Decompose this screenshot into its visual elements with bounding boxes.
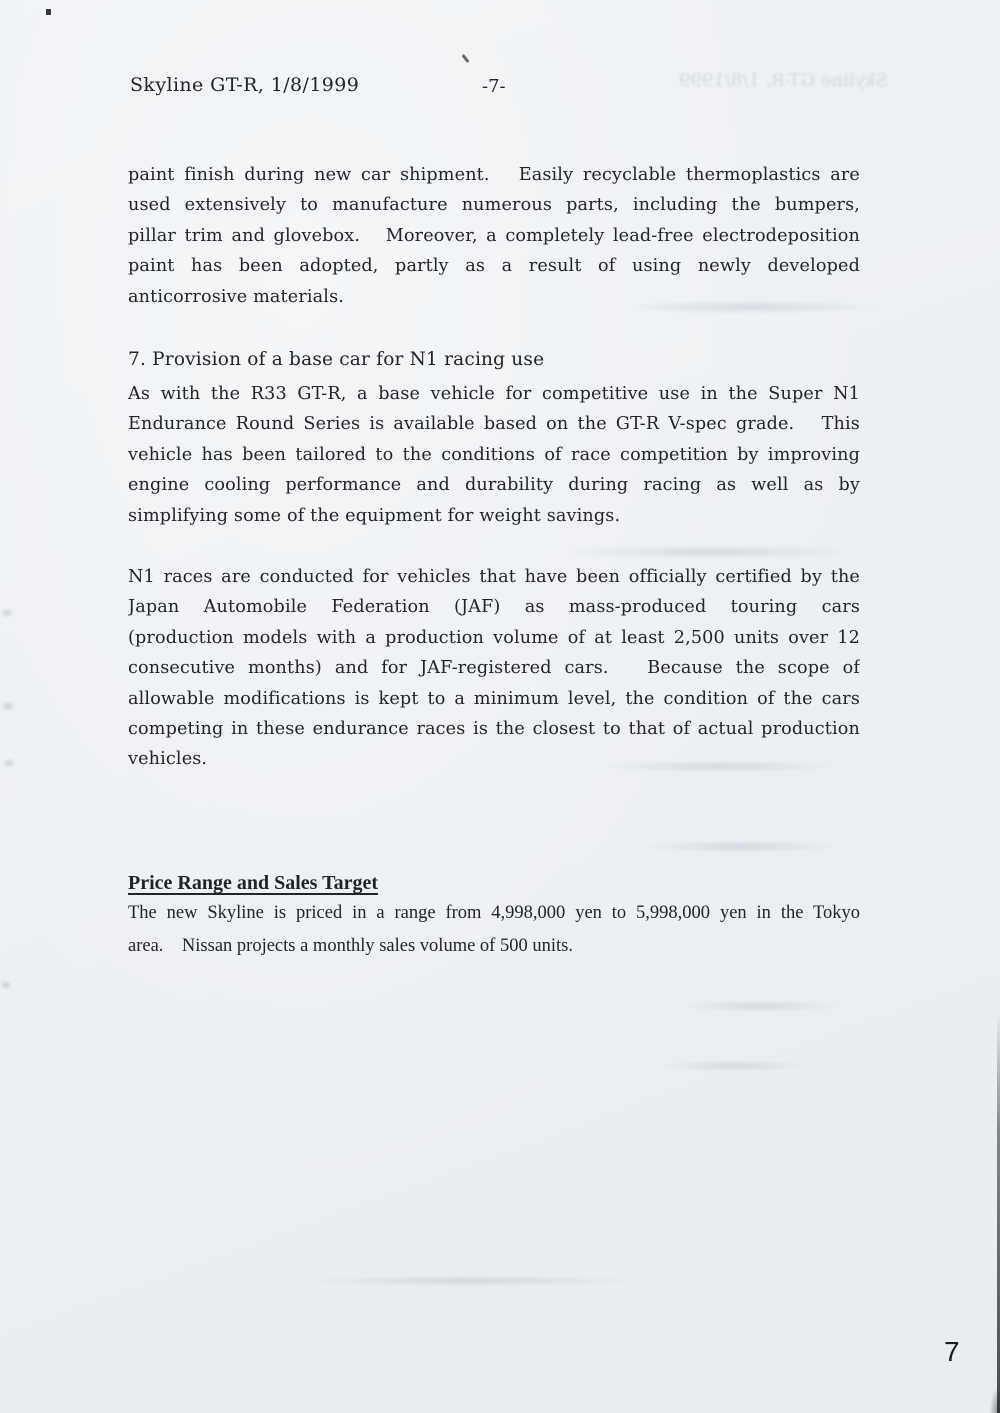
section-7-heading: 7. Provision of a base car for N1 racing use xyxy=(128,349,545,370)
section-7-paragraph-1 xyxy=(128,379,860,531)
text-line: engine cooling performance and durability during racing as well as by xyxy=(128,475,860,496)
scan-smudge xyxy=(0,700,16,712)
text-line: allowable modifications is kept to a minimum level, the condition of the cars xyxy=(128,688,860,709)
bleed-through-smudge xyxy=(640,840,840,853)
text-line: anticorrosive materials. xyxy=(128,286,345,307)
bleed-through-header: Skyline GT-R, 1/8/1999 xyxy=(679,70,888,91)
text-line: vehicles. xyxy=(128,749,208,770)
text-line: area. Nissan projects a monthly sales volume of 500 units. xyxy=(128,936,573,956)
text-line: consecutive months) and for JAF-registered cars. Because the scope of xyxy=(128,658,860,679)
text-line: used extensively to manufacture numerous parts, including the bumpers, xyxy=(128,195,860,216)
text-line: Japan Automobile Federation (JAF) as mass-produced touring cars xyxy=(128,597,860,618)
document-title: Skyline GT-R, 1/8/1999 xyxy=(130,74,360,96)
price-section-heading: Price Range and Sales Target xyxy=(128,872,378,894)
text-line: paint has been adopted, partly as a result of using newly developed xyxy=(128,256,860,277)
scan-corner-shadow xyxy=(990,1387,1000,1413)
section-7-paragraph-2 xyxy=(128,562,860,775)
text-line: Endurance Round Series is available based on the GT-R V-spec grade. This xyxy=(128,414,860,435)
text-line: paint finish during new car shipment. Easily recyclable thermoplastics are xyxy=(128,165,860,185)
text-line: N1 races are conducted for vehicles that have been officially certified by the xyxy=(128,567,860,587)
text-line: vehicle has been tailored to the conditions of race competition by improving xyxy=(128,444,860,465)
text-line: As with the R33 GT-R, a base vehicle for competitive use in the Super N1 xyxy=(128,384,860,404)
scan-speck xyxy=(46,9,51,15)
page-marker-top: -7- xyxy=(482,76,506,97)
text-line: (production models with a production volume of at least 2,500 units over 12 xyxy=(128,627,860,648)
intro-paragraph xyxy=(128,160,860,312)
scan-smudge xyxy=(2,758,16,768)
scan-tick-mark xyxy=(462,54,470,63)
scan-smudge xyxy=(0,608,14,618)
bleed-through-smudge xyxy=(660,1060,810,1072)
text-line: competing in these endurance races is the closest to that of actual production xyxy=(128,718,860,739)
price-section-paragraph xyxy=(128,897,860,963)
page-number: 7 xyxy=(944,1336,960,1367)
text-line: The new Skyline is priced in a range from 4,998,000 yen to 5,998,000 yen in the Tokyo xyxy=(128,903,860,923)
text-line: simplifying some of the equipment for weight savings. xyxy=(128,505,621,526)
bleed-through-smudge xyxy=(300,1275,640,1287)
scan-smudge xyxy=(0,980,12,990)
bleed-through-smudge xyxy=(560,545,860,559)
text-line: pillar trim and glovebox. Moreover, a completely lead-free electrodeposition xyxy=(128,225,860,246)
bleed-through-smudge xyxy=(680,1000,840,1012)
